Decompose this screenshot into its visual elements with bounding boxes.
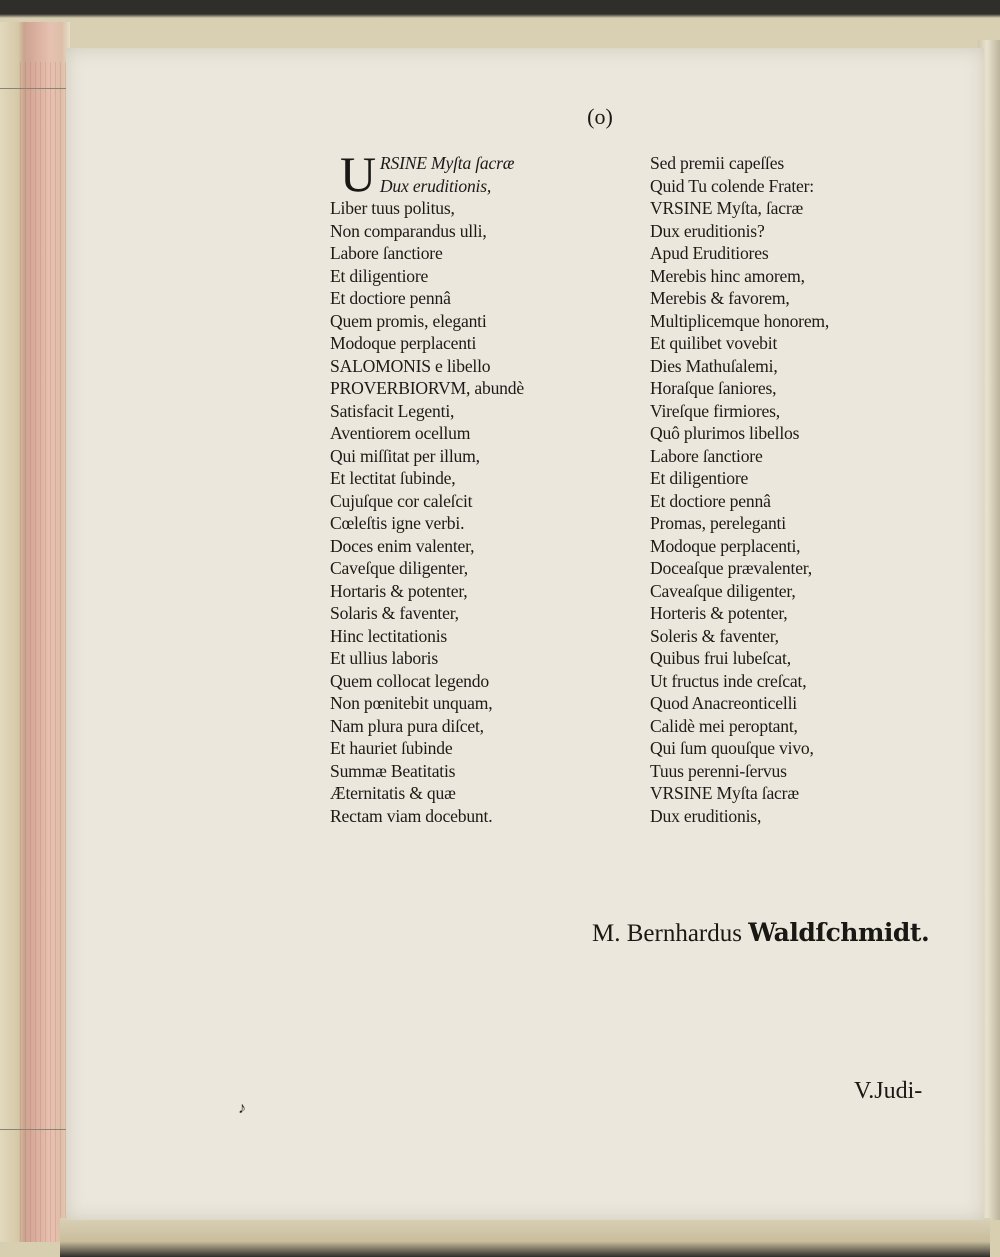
verse-line: Et diligentiore [650, 468, 749, 488]
page-header: (o) [587, 104, 613, 129]
verse-line: Qui ſum quouſque vivo, [650, 738, 814, 758]
opening-line: Dux eruditionis, [379, 175, 492, 196]
verse-line: SALOMONIS e libello [330, 355, 491, 376]
verse-line: VRSINE Myſta, ſacræ [650, 198, 804, 218]
verse-line: Hortaris & potenter, [330, 580, 468, 601]
verse-line: Doceaſque prævalenter, [650, 558, 812, 578]
verse-line: Merebis hinc amorem, [650, 265, 805, 286]
verse-line: Quid Tu colende Frater: [650, 175, 814, 196]
verse-line: Satisfacit Legenti, [330, 400, 455, 421]
verse-line: Calidè mei peroptant, [650, 715, 798, 736]
verse-line: Et doctiore pennâ [650, 490, 771, 511]
verse-line: Et ullius laboris [330, 648, 439, 668]
signature-name: M. Bernhardus [592, 920, 742, 947]
verse-line: Dux eruditionis? [650, 220, 765, 241]
verse-line: Et hauriet ſubinde [330, 738, 453, 758]
verse-line: Dux eruditionis, [650, 805, 762, 826]
verse-line: Sed premii capeſſes [650, 153, 784, 173]
verse-line: Solaris & faventer, [330, 603, 459, 623]
stray-ink-mark: ♪ [238, 1100, 246, 1117]
verse-line: VRSINE Myſta ſacræ [650, 783, 799, 803]
verse-line: Non pœnitebit unquam, [330, 693, 493, 713]
verse-line: Quô plurimos libellos [650, 423, 800, 443]
verse-line: Doces enim valenter, [330, 535, 475, 556]
verse-line: Apud Eruditiores [650, 243, 769, 263]
verse-line: Labore ſanctiore [330, 243, 443, 263]
verse-line: Et quilibet vovebit [650, 333, 778, 353]
verse-line: Merebis & favorem, [650, 288, 790, 308]
verse-line: Quem promis, eleganti [330, 310, 487, 331]
verse-line: Caveaſque diligenter, [650, 580, 796, 601]
verse-line: Liber tuus politus, [330, 198, 455, 218]
verse-line: Æternitatis & quæ [330, 783, 456, 803]
right-verse-lines [650, 152, 970, 827]
poem-left-column [330, 146, 640, 827]
verse-line: Nam plura pura diſcet, [330, 715, 484, 736]
poem-right-column [650, 152, 970, 827]
verse-line: Vireſque firmiores, [650, 400, 780, 421]
page-bottom-edge [60, 1218, 990, 1257]
catchword: V.Judi- [854, 1078, 923, 1104]
verse-line: Quem collocat legendo [330, 670, 489, 691]
verse-line: Summæ Beatitatis [330, 760, 456, 781]
verse-line: Cujuſque cor caleſcit [330, 490, 473, 511]
signature-surname: Waldſchmidt. [748, 918, 930, 947]
verse-line: Quibus frui lubeſcat, [650, 648, 791, 668]
verse-line: Et diligentiore [330, 265, 429, 286]
verse-line: Hinc lectitationis [330, 625, 448, 646]
opening-lines [330, 146, 640, 202]
verse-line: Modoque perplacenti [330, 333, 477, 353]
verse-line: Modoque perplacenti, [650, 535, 801, 556]
verse-line: Caveſque diligenter, [330, 558, 468, 578]
verse-line: Rectam viam docebunt. [330, 805, 493, 826]
verse-line: Horteris & potenter, [650, 603, 788, 623]
verse-line: Qui miſſitat per illum, [330, 445, 480, 466]
verse-line: Et lectitat ſubinde, [330, 468, 456, 488]
verse-line: PROVERBIORVM, abundè [330, 378, 524, 398]
signature [592, 918, 929, 948]
left-verse-lines [330, 197, 640, 827]
verse-line: Promas, pereleganti [650, 513, 786, 533]
drop-capital: U [340, 146, 376, 202]
verse-line: Tuus perenni-ſervus [650, 760, 787, 781]
verse-line: Labore ſanctiore [650, 445, 763, 466]
verse-line: Multiplicemque honorem, [650, 310, 830, 331]
verse-line: Horaſque ſaniores, [650, 378, 777, 398]
verse-line: Aventiorem ocellum [330, 423, 471, 443]
verse-line: Ut fructus inde creſcat, [650, 670, 807, 691]
verse-line: Cœleſtis igne verbi. [330, 513, 465, 533]
verse-line: Quod Anacreonticelli [650, 693, 797, 713]
verse-line: Soleris & faventer, [650, 625, 779, 646]
verse-line: Et doctiore pennâ [330, 288, 451, 308]
verse-line: Dies Mathuſalemi, [650, 355, 778, 376]
opening-line: RSINE Myſta ſacræ [379, 153, 515, 173]
verse-line: Non comparandus ulli, [330, 220, 487, 241]
